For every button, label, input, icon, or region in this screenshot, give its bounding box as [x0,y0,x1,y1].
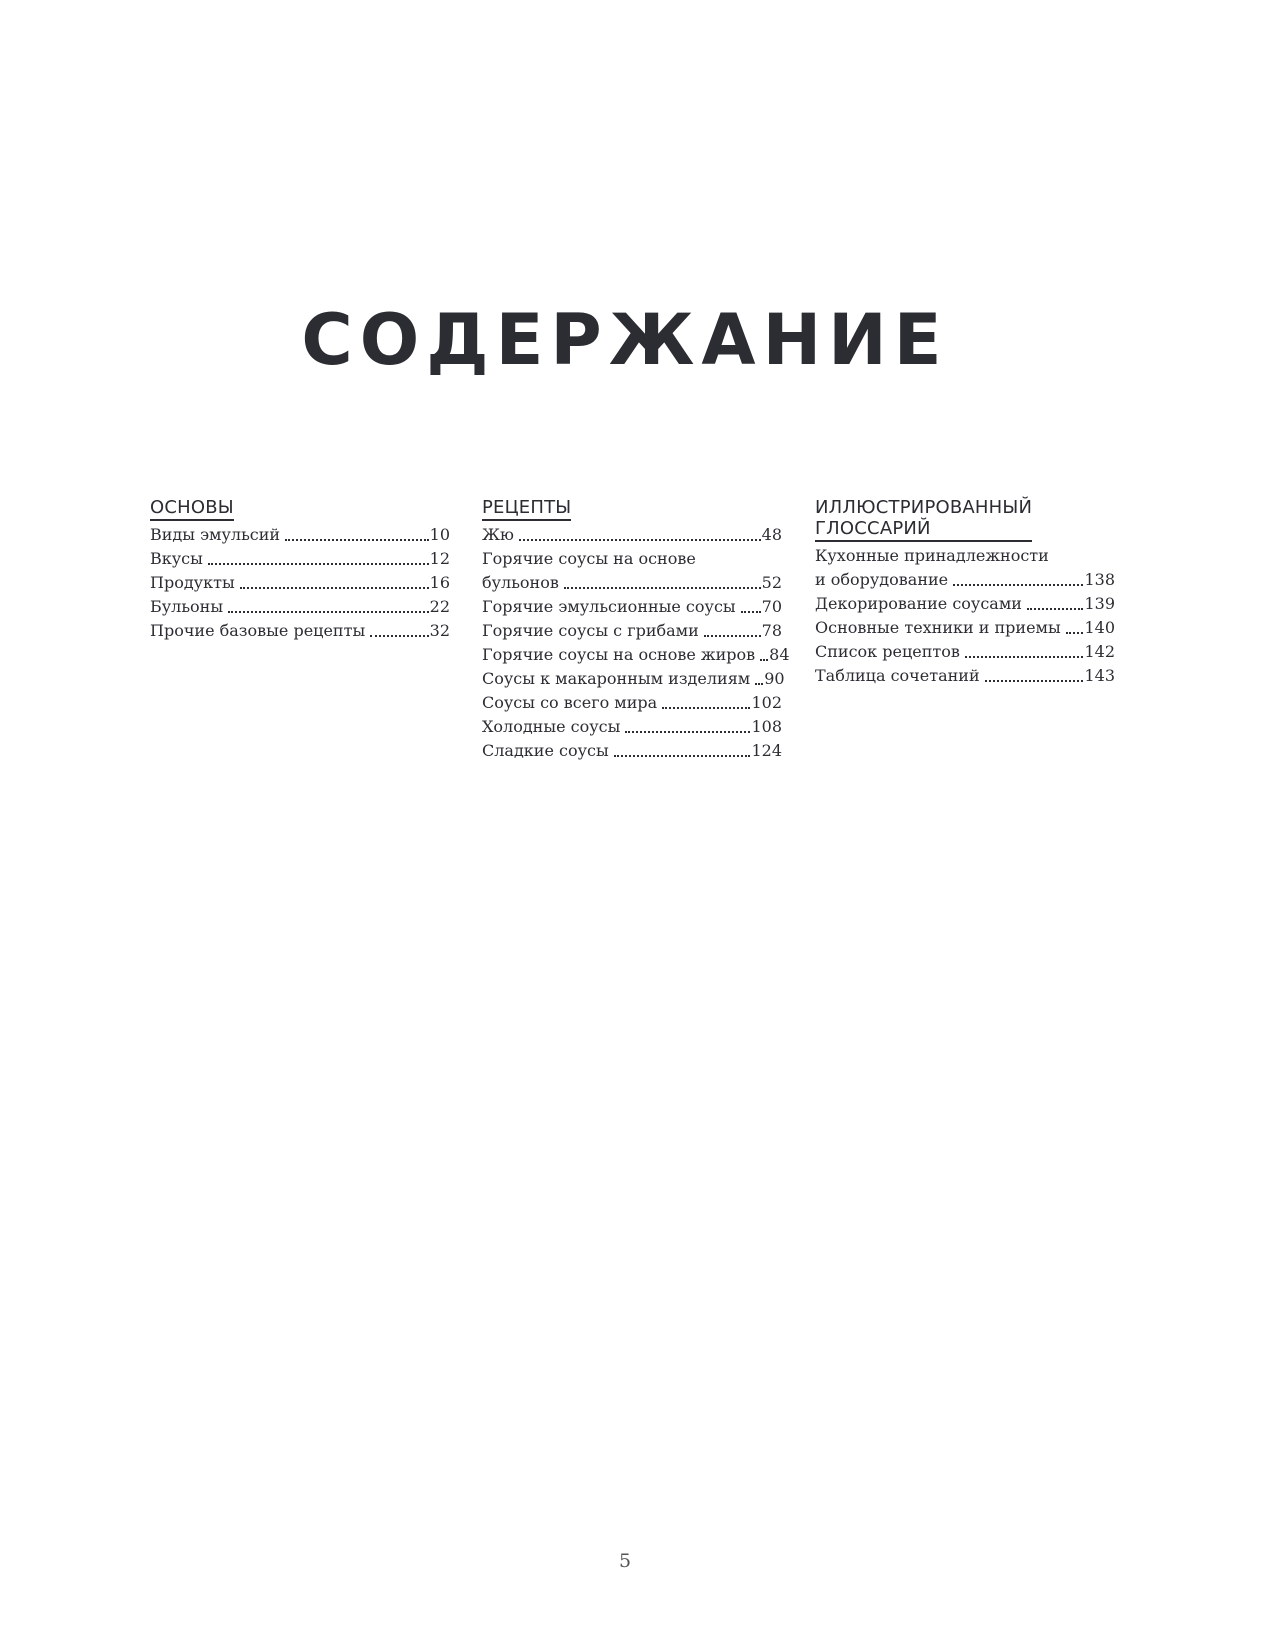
toc-entry-label: Прочие базовые рецепты [150,621,366,640]
toc-entry[interactable] [482,739,782,763]
dot-leader [965,656,1084,658]
toc-section-recepty [482,497,790,763]
dot-leader [519,539,761,541]
dot-leader [985,680,1084,682]
toc-entry-line2 [482,571,782,595]
toc-entry-page: 124 [751,741,782,760]
toc-entry-label: Бульоны [150,597,224,616]
toc-entry-label: Таблица сочетаний [815,666,980,685]
dot-leader [614,755,751,757]
toc-entry-line2 [815,568,1115,592]
toc-entry-page: 102 [751,693,782,712]
toc-entry-label: Горячие соусы на основе жиров [482,645,756,664]
dot-leader [285,539,429,541]
dot-leader [564,587,761,589]
section-heading [815,497,1032,542]
toc-entry[interactable] [150,595,450,619]
toc-entry-label: Виды эмульсий [150,525,281,544]
toc-entry-page: 22 [429,597,450,616]
dot-leader [662,707,750,709]
toc-entry-label: Список рецептов [815,642,960,661]
toc-entry[interactable] [482,523,782,547]
toc-entry-label: Холодные соусы [482,717,621,736]
dot-leader [1066,632,1084,634]
section-heading-line1: ИЛЛЮСТРИРОВАННЫЙ [815,497,1033,518]
toc-entry[interactable] [815,664,1115,688]
toc-entry-page: 16 [429,573,450,592]
toc-entry-label-line1: Кухонные принадлежности [815,546,1049,565]
toc-section-osnovy [150,497,450,643]
section-heading-line2: ГЛОССАРИЙ [815,518,931,539]
dot-leader [625,731,750,733]
toc-entry[interactable] [150,619,450,643]
toc-entry-label: Жю [482,525,514,544]
dot-leader [370,635,428,637]
toc-entry[interactable] [150,547,450,571]
toc-entry-page: 142 [1084,642,1115,661]
toc-entry-label: Горячие эмульсионные соусы [482,597,736,616]
toc-entry-page: 140 [1084,618,1115,637]
toc-entry-page: 52 [761,573,782,592]
toc-entry[interactable] [482,547,782,595]
toc-entry-label: Соусы к макаронным изделиям [482,669,751,688]
toc-entry-page: 78 [761,621,782,640]
toc-entry-page: 48 [761,525,782,544]
toc-entry[interactable] [815,544,1115,592]
toc-entry[interactable] [815,592,1115,616]
toc-entry[interactable] [150,523,450,547]
toc-entry-page: 10 [429,525,450,544]
dot-leader [1027,608,1084,610]
toc-entry-label: бульонов [482,573,559,592]
dot-leader [228,611,429,613]
toc-section-glossary [815,497,1115,688]
toc-entry[interactable] [482,643,790,667]
page-title: СОДЕРЖАНИЕ [301,299,949,381]
toc-entry-page: 108 [751,717,782,736]
toc-entry[interactable] [482,619,782,643]
toc-entry-page: 32 [429,621,450,640]
dot-leader [704,635,761,637]
toc-entry[interactable] [482,667,785,691]
toc-entry-page: 70 [761,597,782,616]
toc-entry-label: Вкусы [150,549,203,568]
dot-leader [755,683,763,685]
toc-entry-page: 12 [429,549,450,568]
toc-list [482,523,790,763]
section-heading: РЕЦЕПТЫ [482,497,571,521]
dot-leader [240,587,429,589]
toc-entry[interactable] [150,571,450,595]
dot-leader [208,563,429,565]
toc-entry[interactable] [482,595,782,619]
section-heading: ОСНОВЫ [150,497,234,521]
toc-entry-page: 139 [1084,594,1115,613]
toc-entry-label: Соусы со всего мира [482,693,658,712]
toc-entry[interactable] [815,616,1115,640]
toc-entry-page: 138 [1084,570,1115,589]
toc-entry[interactable] [482,691,782,715]
toc-entry-page: 143 [1084,666,1115,685]
toc-entry[interactable] [815,640,1115,664]
dot-leader [741,611,761,613]
toc-entry-label: Горячие соусы с грибами [482,621,699,640]
dot-leader [953,584,1083,586]
toc-entry-label: Декорирование соусами [815,594,1022,613]
dot-leader [760,659,768,661]
page-number: 5 [618,1550,632,1572]
toc-entry-label-line1: Горячие соусы на основе [482,549,696,568]
toc-entry[interactable] [482,715,782,739]
toc-entry-page: 84 [769,645,790,664]
toc-list [815,544,1115,688]
toc-entry-label: и оборудование [815,570,949,589]
toc-entry-label: Продукты [150,573,235,592]
toc-entry-page: 90 [764,669,785,688]
toc-entry-label: Основные техники и приемы [815,618,1061,637]
toc-entry-label: Сладкие соусы [482,741,609,760]
toc-list [150,523,450,643]
